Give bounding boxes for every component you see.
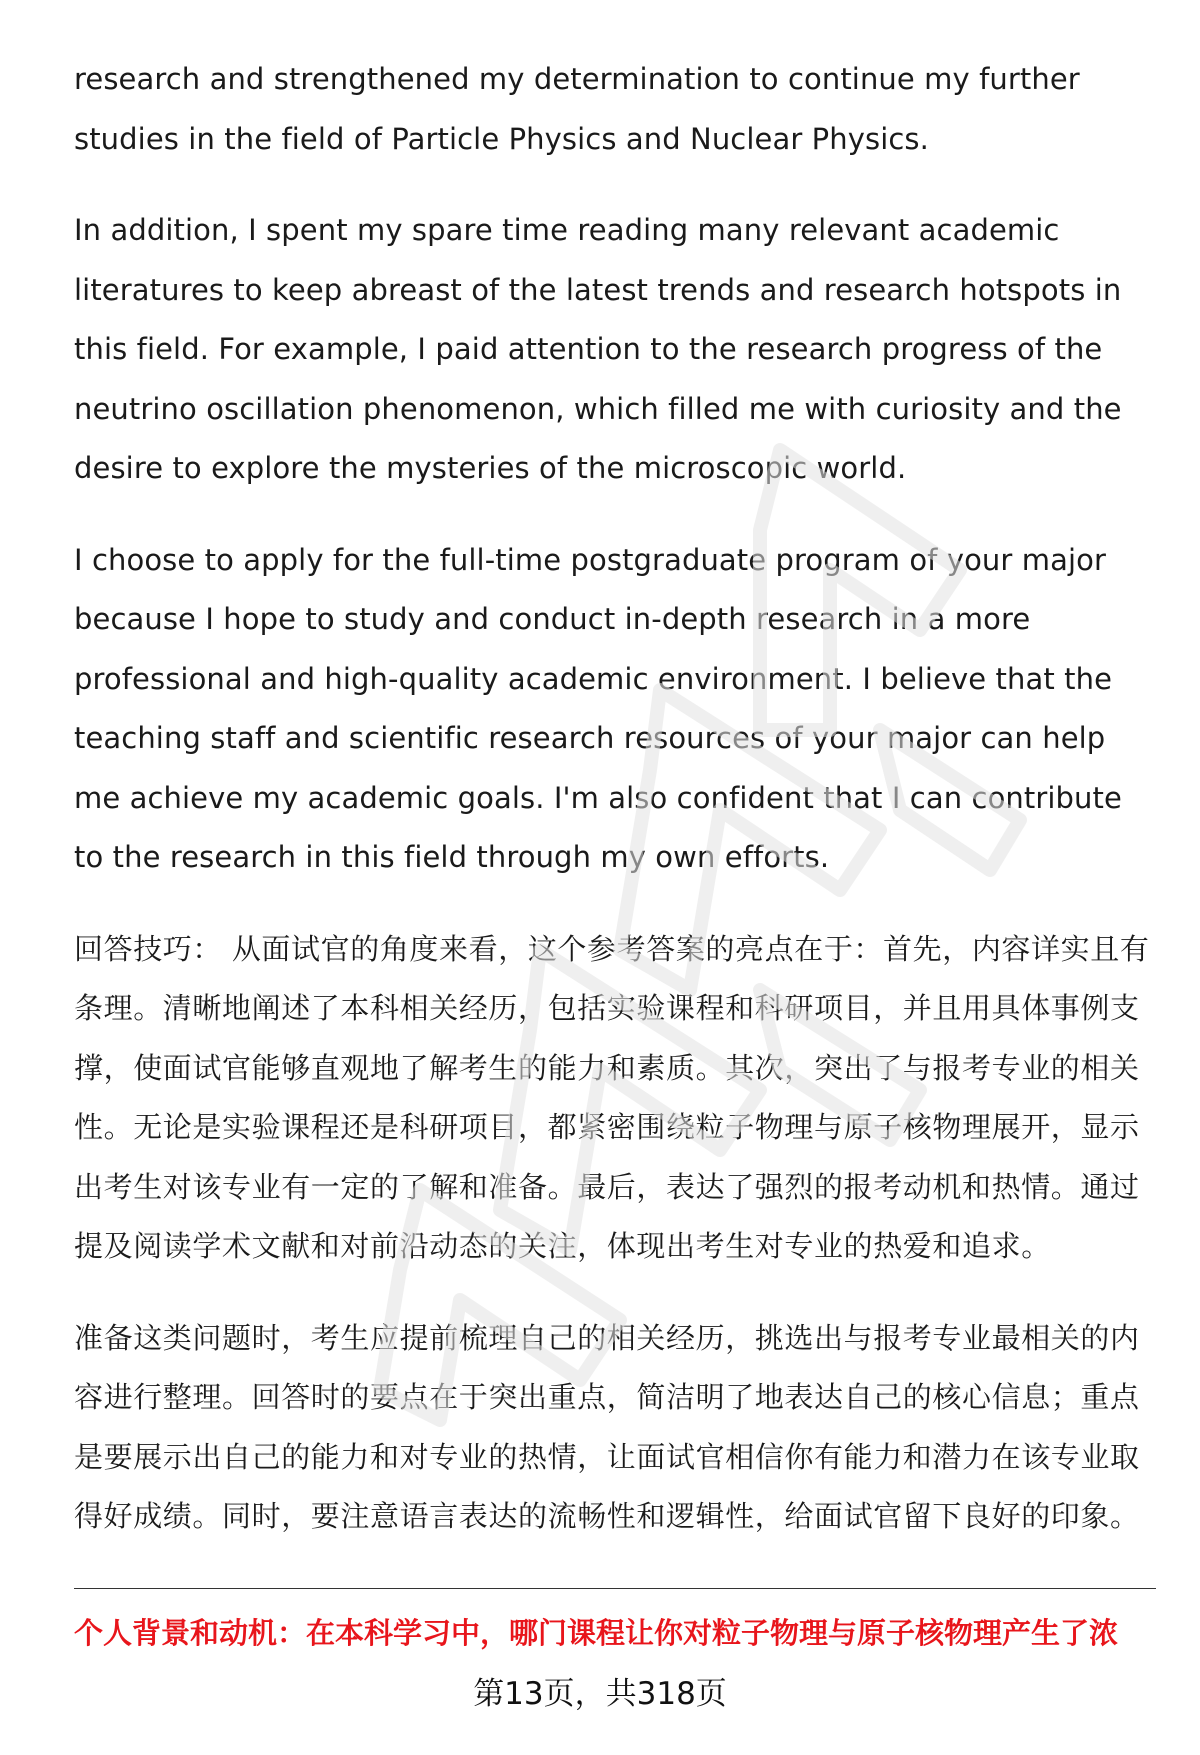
paragraph-program-choice: I choose to apply for the full-time postgraduate program of your major because I hope to study and conduct in-depth research in a more professional and high-quality academic environment. I believe that the teaching staff and scientific research resources of your major can help me achieve my academic goals. I'm also confident that I can contribute to the research in this field through my own efforts. (74, 542, 1122, 874)
section-divider (74, 1588, 1156, 1589)
paragraph-preparation-advice: 准备这类问题时，考生应提前梳理自己的相关经历，挑选出与报考专业最相关的内容进行整理。回答时的要点在于突出重点，简洁明了地表达自己的核心信息；重点是要展示出自己的能力和对专业的热情，让面试官相信你有能力和潜力在该专业取得好成绩。同时，要注意语言表达的流畅性和逻辑性，给面试官留下良好的印象。 (74, 1320, 1140, 1533)
paragraph-academic-literature: In addition, I spent my spare time reading many relevant academic literatures to keep abreast of the latest trends and research hotspots in this field. For example, I paid attention to the research progress of the neutrino oscillation phenomenon, which filled me with curiosity and the desire to explore the mysteries of the microscopic world. (74, 213, 1122, 485)
paragraph-answer-tips: 回答技巧： 从面试官的角度来看，这个参考答案的亮点在于：首先，内容详实且有条理。清晰地阐述了本科相关经历，包括实验课程和科研项目，并且用具体事例支撑，使面试官能够直观地了解考生的能力和素质。其次，突出了与报考专业的相关性。无论是实验课程还是科研项目，都紧密围绕粒子物理与原子核物理展开，显示出考生对该专业有一定的了解和准备。最后，表达了强烈的报考动机和热情。通过提及阅读学术文献和对前沿动态的关注，体现出考生对专业的热爱和追求。 (74, 931, 1150, 1263)
next-question-heading: 个人背景和动机：在本科学习中，哪门课程让你对粒子物理与原子核物理产生了浓 (74, 1616, 1119, 1650)
paragraph-research-continuation: research and strengthened my determination to continue my further studies in the field of Particle Physics and Nuclear Physics. (74, 62, 1080, 156)
document-body (74, 50, 1156, 1579)
page-number: 第13页，共318页 (473, 1676, 727, 1712)
